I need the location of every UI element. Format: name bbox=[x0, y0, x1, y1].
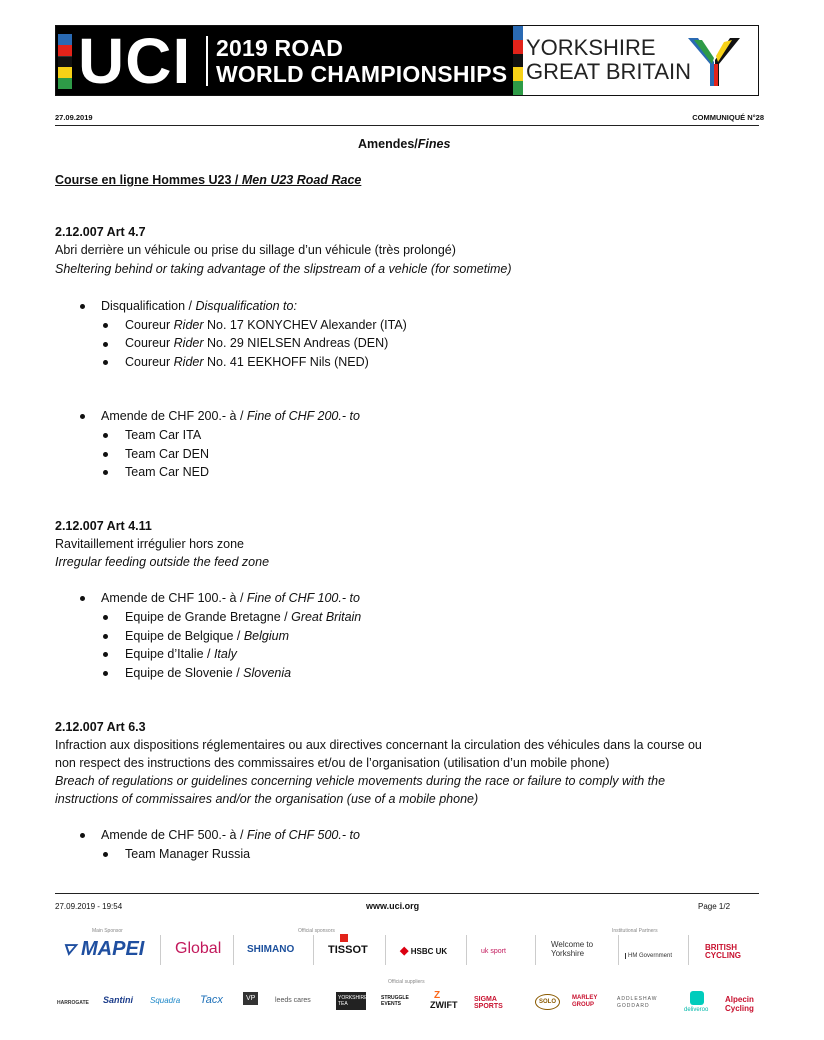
sponsor-tissot-logo: TISSOT bbox=[328, 944, 368, 956]
logo-separator bbox=[385, 935, 386, 965]
yorkshire-y-logo-icon bbox=[684, 34, 744, 89]
sponsor-uksport-logo: uk sport bbox=[481, 948, 506, 955]
sub-bullet bbox=[103, 852, 108, 857]
logo-separator bbox=[535, 935, 536, 965]
host-line2: GREAT BRITAIN bbox=[526, 59, 692, 84]
penalty-group bbox=[101, 826, 360, 844]
section-desc-en: Sheltering behind or taking advantage of the slipstream of a vehicle (for sometime) bbox=[55, 262, 512, 276]
sub-bullet bbox=[103, 634, 108, 639]
header-rule bbox=[55, 125, 759, 126]
supplier-squadra-logo: Squadra bbox=[150, 996, 181, 1005]
logo-separator bbox=[233, 935, 234, 965]
caption-suppliers: Official suppliers bbox=[388, 979, 425, 985]
footer-rule bbox=[55, 893, 759, 894]
caption-official-sponsors: Official sponsors bbox=[298, 928, 335, 934]
swiss-cross-icon bbox=[340, 934, 348, 942]
sponsor-welcome-yorkshire-logo: Welcome to Yorkshire bbox=[551, 940, 594, 958]
uci-rainbow-stripes bbox=[58, 34, 72, 88]
list-item: Equipe de Slovenie / Slovenia bbox=[125, 666, 292, 680]
sub-bullet bbox=[103, 652, 108, 657]
bullet bbox=[80, 304, 85, 309]
footer-page-number: Page 1/2 bbox=[698, 902, 731, 911]
penalty-fr: Amende de CHF 200.- à / bbox=[101, 409, 247, 423]
penalty-en: Fine of CHF 200.- to bbox=[246, 409, 360, 423]
penalty-group bbox=[101, 297, 297, 315]
sponsor-hsbc-logo: ◆ HSBC UK bbox=[400, 945, 448, 957]
uci-logo-text: UCI bbox=[78, 25, 192, 97]
penalty-en: Fine of CHF 500.- to bbox=[246, 828, 360, 842]
penalty-en: Disqualification to: bbox=[195, 299, 297, 313]
deliveroo-kangaroo-icon bbox=[690, 991, 704, 1005]
list-item: Coureur Rider No. 41 EEKHOFF Nils (NED) bbox=[125, 355, 369, 369]
penalty-fr: Amende de CHF 100.- à / bbox=[101, 591, 247, 605]
logo-separator bbox=[618, 935, 619, 965]
sub-bullet bbox=[103, 360, 108, 365]
list-item: Team Car ITA bbox=[125, 428, 202, 442]
section-desc-fr: Ravitaillement irrégulier hors zone bbox=[55, 537, 244, 551]
section-desc-en: Irregular feeding outside the feed zone bbox=[55, 555, 270, 569]
race-en: Men U23 Road Race bbox=[241, 173, 362, 187]
list-item: Coureur Rider No. 17 KONYCHEV Alexander (ITA) bbox=[125, 318, 407, 332]
supplier-struggle-events-logo: STRUGGLE EVENTS bbox=[381, 995, 409, 1007]
sponsor-shimano-logo: SHIMANO bbox=[247, 944, 295, 955]
section-desc-en: Breach of regulations or guidelines concerning vehicle movements during the race or failure to comply with the bbox=[55, 774, 666, 788]
logo-separator bbox=[688, 935, 689, 965]
banner-divider bbox=[206, 36, 208, 86]
list-item: Equipe de Grande Bretagne / Great Britain bbox=[125, 610, 362, 624]
penalty-fr: Disqualification / bbox=[101, 299, 196, 313]
event-title-line2: WORLD CHAMPIONSHIPS bbox=[216, 61, 508, 87]
section-desc-fr: non respect des instructions des commissaires et/ou de l’organisation (utilisation d’un mobile phone) bbox=[55, 756, 610, 770]
host-rainbow-stripes bbox=[513, 26, 523, 95]
supplier-yorkshire-tea-logo: YORKSHIRE TEA bbox=[336, 992, 366, 1010]
supplier-sigma-sports-logo: SIGMA SPORTS bbox=[474, 996, 503, 1010]
penalty-group bbox=[101, 407, 360, 425]
bullet bbox=[80, 414, 85, 419]
sub-bullet bbox=[103, 470, 108, 475]
sponsor-global-logo: Global bbox=[175, 940, 222, 957]
mapei-icon: ⛛ bbox=[62, 942, 76, 959]
list-item: Team Car NED bbox=[125, 465, 210, 479]
section-code: 2.12.007 Art 4.7 bbox=[55, 225, 146, 239]
section-desc-fr: Infraction aux dispositions réglementaires ou aux directives concernant la circulation des véhicules dans la course ou bbox=[55, 738, 702, 752]
supplier-marley-logo: MARLEY GROUP bbox=[572, 995, 598, 1008]
supplier-santini-logo: Santini bbox=[103, 995, 134, 1005]
host-line1: YORKSHIRE bbox=[526, 35, 656, 60]
race-fr: Course en ligne Hommes U23 / bbox=[55, 173, 242, 187]
hsbc-hexagon-icon: ◆ bbox=[400, 945, 409, 957]
section-code: 2.12.007 Art 4.11 bbox=[55, 519, 152, 533]
logo-separator bbox=[160, 935, 161, 965]
sponsor-british-cycling-logo: BRITISH CYCLING bbox=[705, 943, 741, 960]
sub-bullet bbox=[103, 452, 108, 457]
sub-bullet bbox=[103, 671, 108, 676]
bullet bbox=[80, 833, 85, 838]
section-desc-fr: Abri derrière un véhicule ou prise du sillage d’un véhicule (très prolongé) bbox=[55, 243, 456, 257]
supplier-alpecin-logo: Alpecin Cycling bbox=[725, 995, 754, 1013]
footer-website-link[interactable]: www.uci.org bbox=[366, 901, 420, 911]
sub-bullet bbox=[103, 615, 108, 620]
list-item: Equipe d’Italie / Italy bbox=[125, 647, 237, 661]
communique-number: COMMUNIQUÉ N°28 bbox=[692, 113, 764, 122]
logo-separator bbox=[313, 935, 314, 965]
title-fr: Amendes/ bbox=[358, 137, 418, 151]
section-code: 2.12.007 Art 6.3 bbox=[55, 720, 146, 734]
list-item: Coureur Rider No. 29 NIELSEN Andreas (DEN) bbox=[125, 336, 389, 350]
banner-black-panel bbox=[56, 26, 513, 95]
penalty-fr: Amende de CHF 500.- à / bbox=[101, 828, 247, 842]
penalty-en: Fine of CHF 100.- to bbox=[246, 591, 360, 605]
supplier-tacx-logo: Tacx bbox=[200, 994, 223, 1006]
header-banner bbox=[55, 25, 759, 96]
supplier-addleshaw-goddard-logo: ADDLESHAW GODDARD bbox=[617, 996, 658, 1009]
sub-bullet bbox=[103, 342, 108, 347]
supplier-deliveroo-logo: deliveroo bbox=[684, 1007, 708, 1013]
title-en: Fines bbox=[417, 137, 451, 151]
sponsor-hm-government-logo: HM Government bbox=[625, 953, 672, 959]
logo-separator bbox=[466, 935, 467, 965]
footer-datetime: 27.09.2019 - 19:54 bbox=[55, 902, 123, 911]
supplier-harrogate-logo: HARROGATE bbox=[57, 1000, 89, 1006]
race-heading bbox=[55, 171, 361, 189]
supplier-zwift-logo: Z ZWIFT bbox=[430, 990, 458, 1010]
bullet bbox=[80, 596, 85, 601]
caption-institutional: Institutional Partners bbox=[612, 928, 658, 934]
communique-date: 27.09.2019 bbox=[55, 113, 93, 122]
penalty-group bbox=[101, 589, 360, 607]
list-item: Equipe de Belgique / Belgium bbox=[125, 629, 290, 643]
supplier-vp-logo: VP bbox=[243, 992, 258, 1005]
supplier-leeds-cares-logo: leeds cares bbox=[275, 997, 311, 1004]
supplier-solo-logo: SOLO bbox=[535, 994, 560, 1010]
list-item: Team Car DEN bbox=[125, 447, 210, 461]
section-desc-en: instructions of commissaires and/or the organisation (use of a mobile phone) bbox=[55, 792, 479, 806]
zwift-z-icon: Z bbox=[434, 990, 441, 1001]
sub-bullet bbox=[103, 323, 108, 328]
page-title bbox=[358, 135, 450, 153]
list-item: Team Manager Russia bbox=[125, 847, 251, 861]
caption-main-sponsor: Main Sponsor bbox=[92, 928, 123, 934]
sub-bullet bbox=[103, 433, 108, 438]
sponsor-mapei-logo: ⛛ MAPEI bbox=[62, 938, 145, 960]
event-title-line1: 2019 ROAD bbox=[216, 35, 344, 61]
